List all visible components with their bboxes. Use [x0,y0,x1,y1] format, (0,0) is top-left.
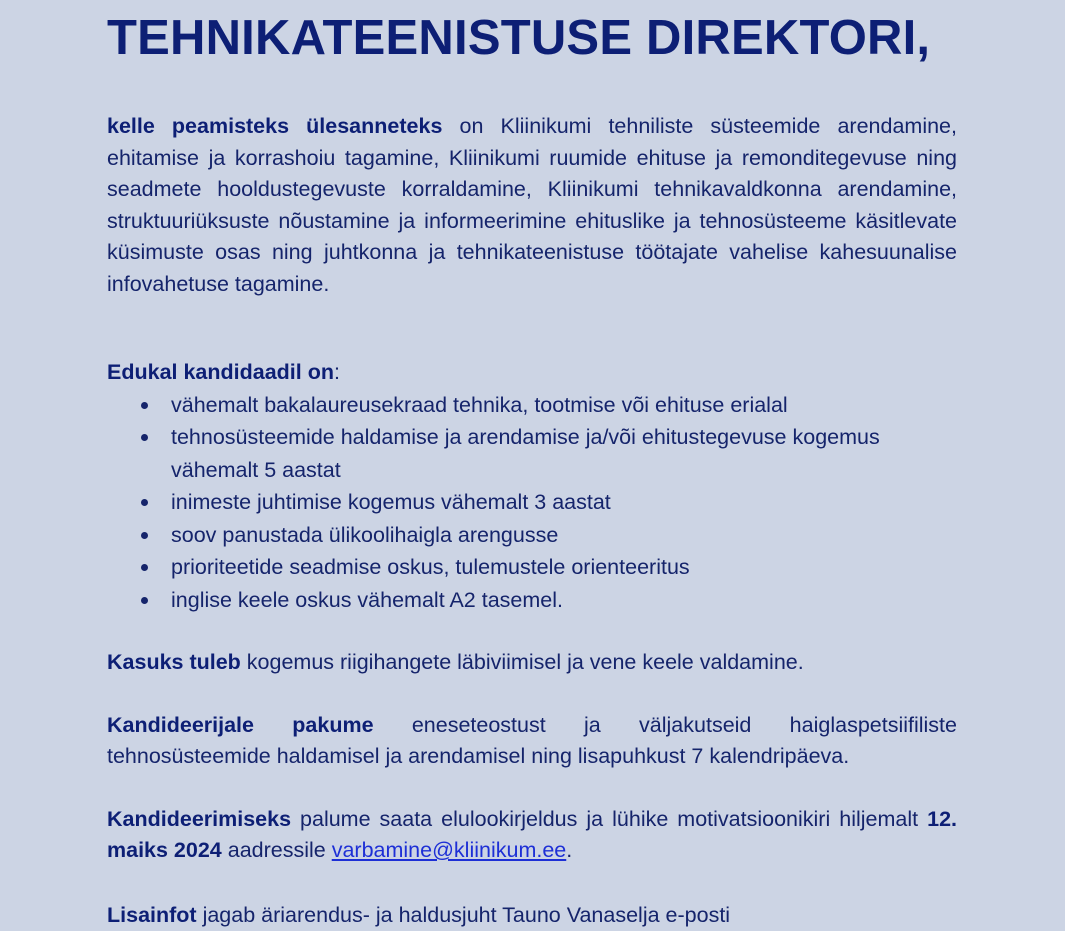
list-item-text: tehnosüsteemide haldamise ja arendamise ja/või ehitustegevuse kogemus vähemalt 5 aastat [171,425,880,482]
duties-text: on Kliinikumi tehniliste süsteemide arendamine, ehitamise ja korrashoiu tagamine, Kliinikumi ruumide ehituse ja remonditegevuse ning seadmete hooldustegevuste korraldamine, Kliinikumi tehnikavaldkonna arendamine, struktuuriüksuste nõustamine ja informeerimine ehituslike ja tehnosüsteeme käsitlevate küsimuste osas ning juhtkonna ja tehnikateenistuse töötajate vahelise kahesuunalise infovahetuse tagamine. [107,114,957,296]
advantage-lead: Kasuks tuleb [107,650,241,674]
list-item-text: prioriteetide seadmise oskus, tulemustele orienteeritus [171,555,690,579]
duties-lead: kelle peamisteks ülesanneteks [107,114,442,138]
requirements-colon: : [334,360,340,384]
duties-paragraph [107,111,957,300]
list-item-text: inimeste juhtimise kogemus vähemalt 3 aastat [171,490,611,514]
bullet-icon [141,402,148,409]
offer-text: eneseteostust ja väljakutseid haiglaspetsiifiliste tehnosüsteemide haldamisel ja arendamisel ning lisapuhkust 7 kalendripäeva. [107,713,957,769]
apply-lead: Kandideerimiseks [107,807,291,831]
requirements-list [107,389,957,617]
list-item-text: inglise keele oskus vähemalt A2 tasemel. [171,588,563,612]
list-item [107,519,957,552]
bullet-icon [141,434,148,441]
list-item-text: vähemalt bakalaureusekraad tehnika, tootmise või ehituse erialal [171,393,788,417]
requirements-lead: Edukal kandidaadil on [107,360,334,384]
requirements-title [107,357,957,389]
advantage-paragraph [107,647,957,679]
bullet-icon [141,564,148,571]
list-item [107,389,957,422]
apply-email-link[interactable]: varbamine@kliinikum.ee [332,838,567,862]
apply-text-before: palume saata elulookirjeldus ja lühike motivatsioonikiri hiljemalt [291,807,927,831]
apply-deadline: 12. maiks 2024 [107,807,957,863]
job-ad-content [107,0,957,931]
bullet-icon [141,532,148,539]
list-item [107,486,957,519]
bullet-icon [141,597,148,604]
advantage-text: kogemus riigihangete läbiviimisel ja vene keele valdamine. [241,650,804,674]
info-lead: Lisainfot [107,903,197,927]
apply-end: . [566,838,572,862]
bullet-icon [141,499,148,506]
offer-lead: Kandideerijale pakume [107,713,374,737]
apply-text-after: aadressile [222,838,332,862]
position-heading: TEHNIKATEENISTUSE DIREKTORI, [107,0,957,68]
info-text: jagab äriarendus- ja haldusjuht Tauno Vanaselja e-posti [197,903,730,927]
offer-paragraph [107,710,957,773]
list-item-text: soov panustada ülikoolihaigla arengusse [171,523,558,547]
apply-paragraph [107,804,957,867]
list-item [107,421,957,486]
list-item [107,584,957,617]
info-paragraph [107,900,957,931]
list-item [107,551,957,584]
